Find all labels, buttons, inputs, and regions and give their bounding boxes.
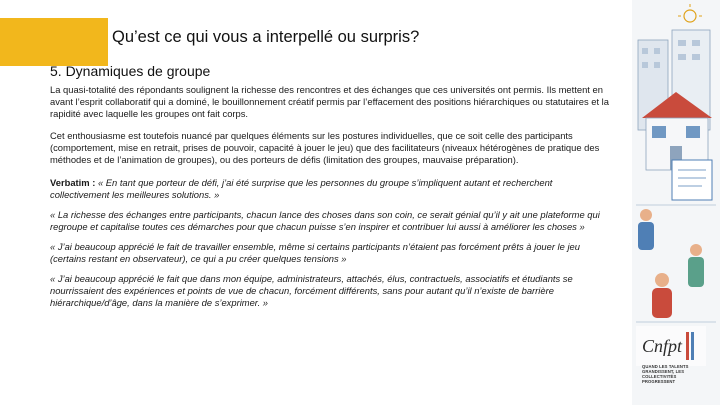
verbatim-label: Verbatim : <box>50 176 98 188</box>
logo-wordmark: Cnfpt <box>642 336 683 356</box>
verbatim-intro <box>50 177 610 201</box>
slide-title: Qu’est ce qui vous a interpellé ou surpris? <box>112 28 420 46</box>
section-heading: 5. Dynamiques de groupe <box>50 63 211 79</box>
title-accent-bar <box>0 18 108 66</box>
paragraph-nuance: Cet enthousiasme est toutefois nuancé par quelques éléments sur les postures individuelles, que ce soit celle des participants (comportement, mise en retrait, prises de pouvoir, capacité à jouer le jeu) que des facilitateurs (niveaux hétérogènes de pratique des méthodes et de l’animation de groupes), ou des porteurs de défis (limitation des groupes, mauvaise préparation). <box>50 130 600 166</box>
paragraph-summary: La quasi-totalité des répondants soulignent la richesse des rencontres et des échanges que ces universités ont permis. Ils mettent en avant l’esprit collaboratif qui a dominé, le bouillonnement créatif permis par l’effacement des positions hiérarchiques ou statutaires et la rapidité avec laquelle les groupes ont fait corps. <box>50 84 609 120</box>
cnfpt-logo <box>636 326 706 400</box>
people-icon <box>638 209 704 318</box>
lightbulb-icon <box>678 4 702 22</box>
logo-tagline: QUAND LES TALENTS GRANDISSENT, LES COLLECTIVITÉS PROGRESSENT <box>642 364 689 384</box>
cnfpt-logo-mark <box>636 326 706 366</box>
quote-4: « J’ai beaucoup apprécié le fait que dans mon équipe, administrateurs, attachés, élus, contractuels, associatifs et étudiants se nourrissaient des expériences et points de vue de chacun, forcément différents, sans pour autant qu’il n’existe de barrière hiérarchique/d’âge, dans la manière de s’exprimer. » <box>50 273 573 309</box>
quote-1: « En tant que porteur de défi, j’ai été surprise que les personnes du groupe s’impliquent autant et recherchent collectivement les meilleures solutions. » <box>50 176 553 200</box>
slide-body <box>50 84 610 317</box>
quote-2: « La richesse des échanges entre participants, chacun lance des choses dans son coin, ce serait génial qu’il y ait une plateforme qui regroupe et capitalise toutes ces démarches pour que chacun puisse s’en inspirer et contribuer lui aussi à améliorer les choses » <box>50 208 600 232</box>
quote-3: « J’ai beaucoup apprécié le fait de travailler ensemble, même si certains participants n’étaient pas forcément prêts à jouer le jeu (certains restant en observateur), ce qui a pu créer quelques tensions » <box>50 240 580 265</box>
